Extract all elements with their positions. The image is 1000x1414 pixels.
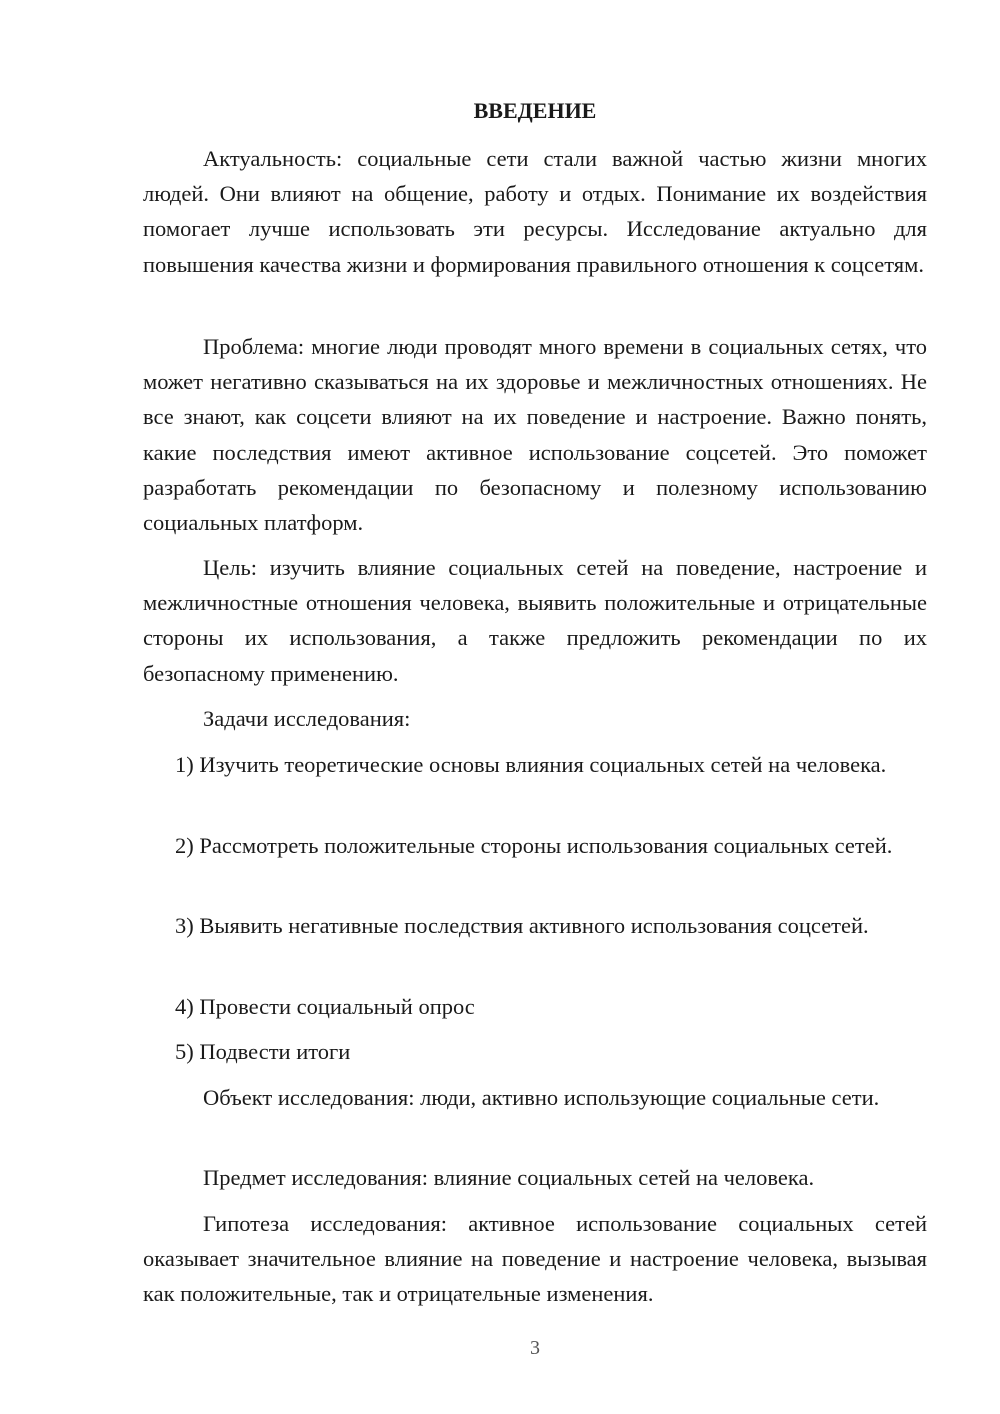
page-number: 3: [530, 1337, 540, 1359]
task-item-1: 1) Изучить теоретические основы влияния социальных сетей на человека.: [175, 752, 887, 777]
hypothesis-paragraph: Гипотеза исследования: активное использование социальных сетей оказывает значительное влияние на поведение и настроение человека, вызывая как положительные, так и отрицательные изменения.: [143, 1211, 927, 1307]
goal-paragraph: Цель: изучить влияние социальных сетей на поведение, настроение и межличностные отношения человека, выявить положительные и отрицательные стороны их использования, а также предложить рекомендации по их безопасному применению.: [143, 555, 927, 686]
task-item-5: 5) Подвести итоги: [175, 1039, 351, 1064]
task-item-2: 2) Рассмотреть положительные стороны использования социальных сетей.: [175, 833, 893, 858]
object-paragraph: Объект исследования: люди, активно использующие социальные сети.: [203, 1085, 880, 1110]
tasks-heading: Задачи исследования:: [203, 706, 411, 731]
page-title: ВВЕДЕНИЕ: [473, 98, 597, 123]
relevance-paragraph: Актуальность: социальные сети стали важной частью жизни многих людей. Они влияют на общение, работу и отдых. Понимание их воздействия помогает лучше использовать эти ресурсы. Исследование актуально для повышения качества жизни и формирования правильного отношения к соцсетям.: [143, 146, 927, 277]
task-item-3: 3) Выявить негативные последствия активного использования соцсетей.: [175, 913, 869, 938]
subject-paragraph: Предмет исследования: влияние социальных сетей на человека.: [203, 1165, 815, 1190]
task-item-4: 4) Провести социальный опрос: [175, 994, 475, 1019]
problem-paragraph: Проблема: многие люди проводят много времени в социальных сетях, что может негативно сказываться на их здоровье и межличностных отношениях. Не все знают, как соцсети влияют на их поведение и настроение. Важно понять, какие последствия имеют активное использование соцсетей. Это поможет разработать рекомендации по безопасному и полезному использованию социальных платформ.: [143, 334, 927, 536]
